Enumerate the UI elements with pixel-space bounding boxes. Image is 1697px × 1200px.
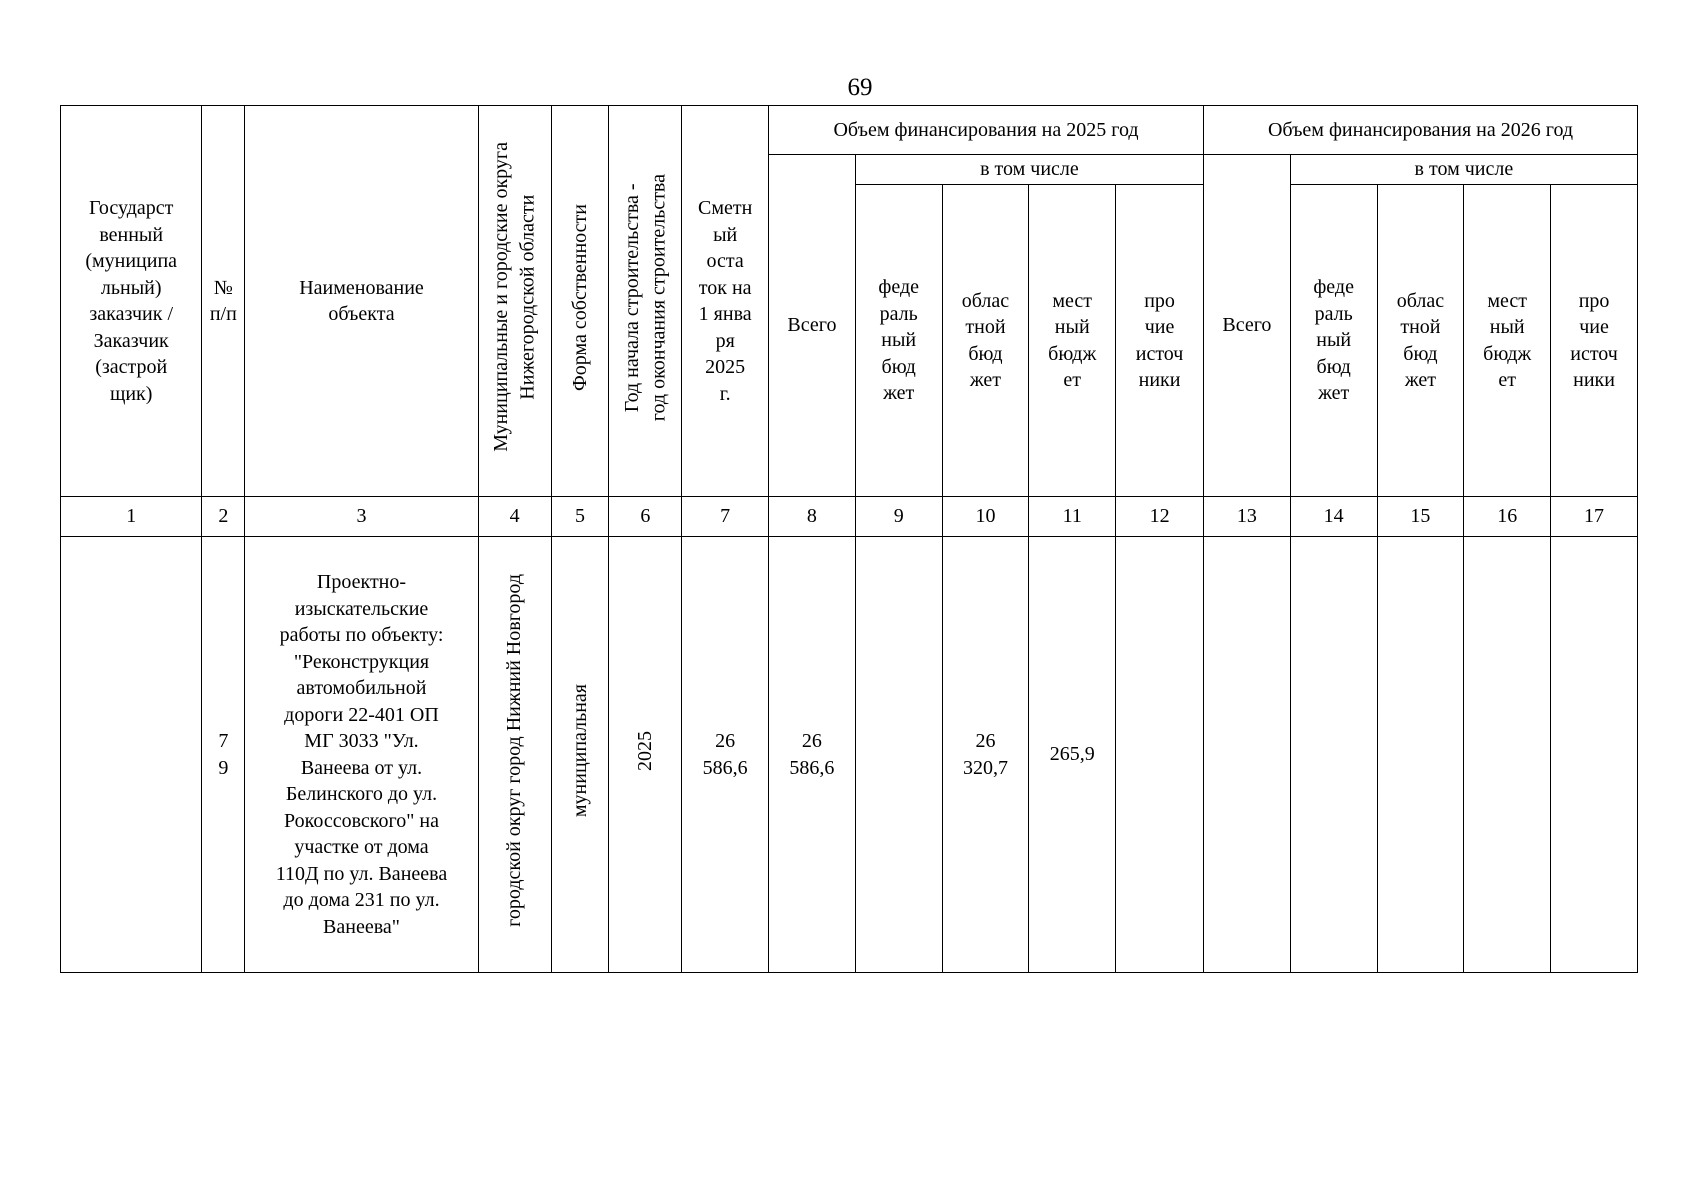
column-number: 4 [478, 497, 551, 537]
column-number: 15 [1377, 497, 1464, 537]
cell-total-2026 [1204, 537, 1291, 973]
header-total-2026: Всего [1204, 155, 1291, 497]
cell-loc-2025: 265,9 [1029, 537, 1116, 973]
header-loc-2025: мест ный бюдж ет [1029, 185, 1116, 497]
cell-fed-2025 [855, 537, 942, 973]
header-fed-2026: феде раль ный бюд жет [1290, 185, 1377, 497]
cell-oth-2026 [1551, 537, 1638, 973]
header-reg-2025: облас тной бюд жет [942, 185, 1029, 497]
header-object-name: Наименование объекта [245, 106, 479, 497]
column-number: 16 [1464, 497, 1551, 537]
column-number: 1 [61, 497, 202, 537]
column-number-row [61, 497, 1638, 537]
column-number: 17 [1551, 497, 1638, 537]
column-number: 6 [609, 497, 682, 537]
header-oth-2025: про чие источ ники [1116, 185, 1204, 497]
cell-years: 2025 [609, 537, 682, 973]
column-number: 5 [551, 497, 609, 537]
cell-reg-2026 [1377, 537, 1464, 973]
header-group-2025: Объем финансирования на 2025 год [769, 106, 1204, 155]
header-estimate: Сметн ый оста ток на 1 янва ря 2025 г. [682, 106, 769, 497]
header-total-2025: Всего [769, 155, 856, 497]
header-number: № п/п [202, 106, 245, 497]
header-row-1 [61, 106, 1638, 155]
cell-number: 7 9 [202, 537, 245, 973]
cell-fed-2026 [1290, 537, 1377, 973]
cell-total-2025: 26 586,6 [769, 537, 856, 973]
column-number: 11 [1029, 497, 1116, 537]
cell-reg-2025: 26 320,7 [942, 537, 1029, 973]
header-ownership: Форма собственности [551, 106, 609, 497]
header-incl-2026: в том числе [1290, 155, 1637, 185]
cell-oth-2025 [1116, 537, 1204, 973]
column-number: 14 [1290, 497, 1377, 537]
cell-estimate: 26 586,6 [682, 537, 769, 973]
header-fed-2025: феде раль ный бюд жет [855, 185, 942, 497]
cell-object-name: Проектно- изыскательские работы по объекту: "Реконструкция автомобильной дороги 22-401 ОП МГ 3033 "Ул. Ванеева от ул. Белинского до ул. Рокоссовского" на участке от дома 110Д по ул. Ванеева до дома 231 по ул. Ванеева" [245, 537, 479, 973]
financing-table [60, 105, 1638, 973]
header-reg-2026: облас тной бюд жет [1377, 185, 1464, 497]
header-loc-2026: мест ный бюдж ет [1464, 185, 1551, 497]
header-municipality: Муниципальные и городские округа Нижегородской области [478, 106, 551, 497]
column-number: 7 [682, 497, 769, 537]
column-number: 10 [942, 497, 1029, 537]
cell-loc-2026 [1464, 537, 1551, 973]
column-number: 2 [202, 497, 245, 537]
header-years: Год начала строительства - год окончания строительства [609, 106, 682, 497]
header-group-2026: Объем финансирования на 2026 год [1204, 106, 1638, 155]
column-number: 8 [769, 497, 856, 537]
table-row [61, 537, 1638, 973]
cell-ownership: муниципальная [551, 537, 609, 973]
header-customer: Государст венный (муниципа льный) заказчик / Заказчик (застрой щик) [61, 106, 202, 497]
header-incl-2025: в том числе [855, 155, 1203, 185]
cell-municipality: городской округ город Нижний Новгород [478, 537, 551, 973]
column-number: 13 [1204, 497, 1291, 537]
cell-customer [61, 537, 202, 973]
page-number: 69 [847, 74, 873, 101]
header-oth-2026: про чие источ ники [1551, 185, 1638, 497]
column-number: 3 [245, 497, 479, 537]
column-number: 12 [1116, 497, 1204, 537]
column-number: 9 [855, 497, 942, 537]
